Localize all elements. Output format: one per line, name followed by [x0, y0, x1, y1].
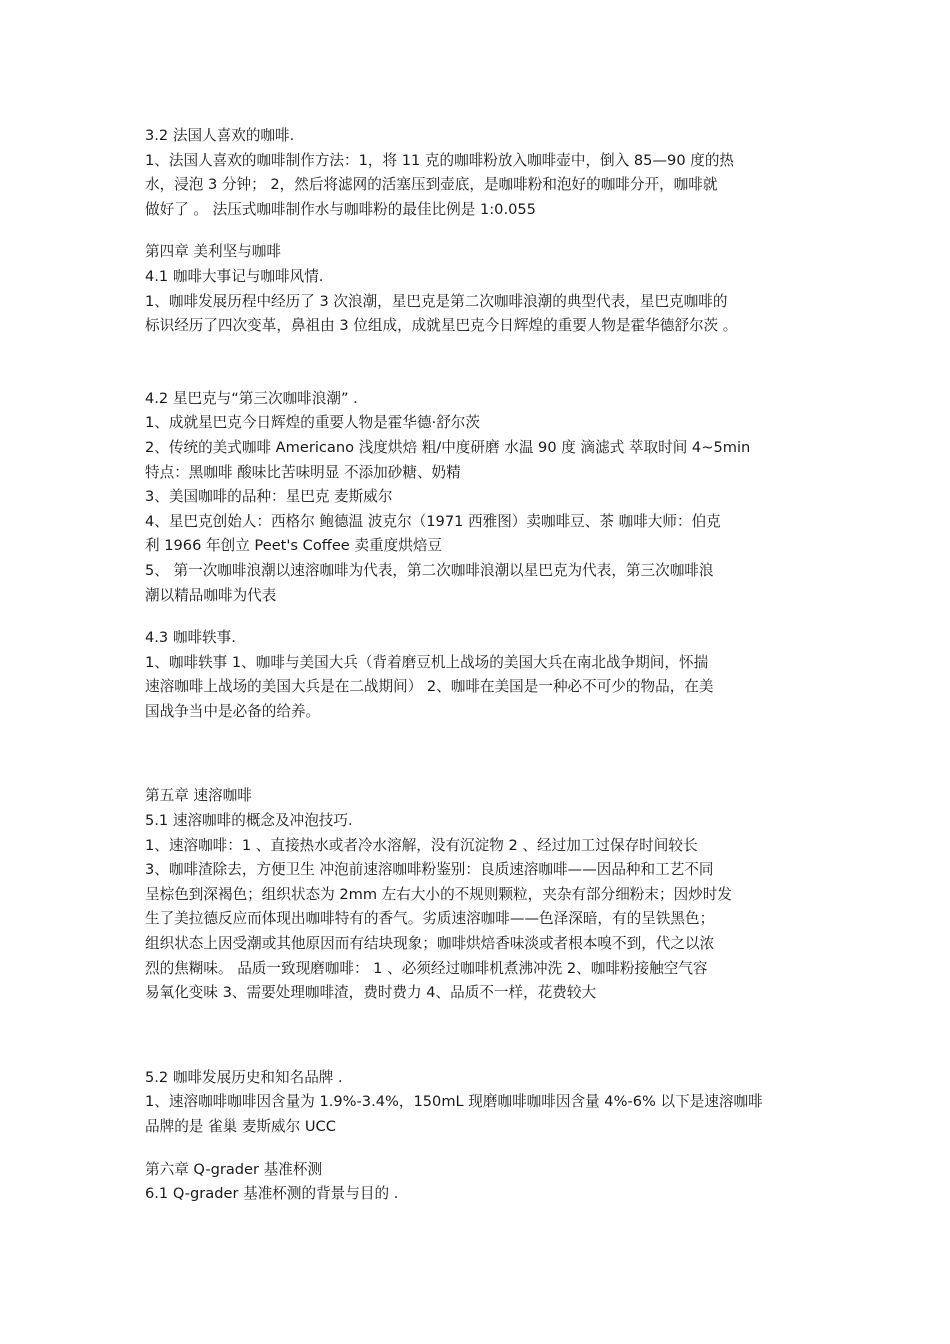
section-heading-4-2 — [145, 387, 815, 412]
text-line: 1、速溶咖啡：1 、直接热水或者冷水溶解，没有沉淀物 2 、经过加工过保存时间较长 — [145, 836, 698, 854]
text-line: 组织状态上因受潮或其他原因而有结块现象；咖啡烘焙香味淡或者根本嗅不到，代之以浓 — [145, 935, 715, 953]
text-line: 4.2 星巴克与“第三次咖啡浪潮” . — [145, 389, 358, 407]
text-line: 1、咖啡发展历程中经历了 3 次浪潮，星巴克是第二次咖啡浪潮的典型代表，星巴克咖啡的 — [145, 292, 728, 310]
text-line: 2、传统的美式咖啡 Americano 浅度烘焙 粗/中度研磨 水温 90 度 滴滤式 萃取时间 4~5min — [145, 438, 751, 456]
text-line: 潮以精品咖啡为代表 — [145, 586, 277, 604]
text-line: 1、成就星巴克今日辉煌的重要人物是霍华德·舒尔茨 — [145, 414, 480, 432]
text-line: 4.3 咖啡轶事. — [145, 629, 236, 647]
paragraph-coffee-waves — [145, 290, 815, 339]
text-line: 6.1 Q-grader 基准杯测的背景与目的 . — [145, 1185, 399, 1203]
paragraph-starbucks — [145, 411, 815, 608]
text-line: 1、速溶咖啡咖啡因含量为 1.9%-3.4%，150mL 现磨咖啡咖啡因含量 4%-6% 以下是速溶咖啡 — [145, 1093, 763, 1111]
text-line: 呈棕色到深褐色；组织状态为 2mm 左右大小的不规则颗粒，夹杂有部分细粉末；因炒时发 — [145, 885, 732, 903]
text-line: 4.1 咖啡大事记与咖啡风情. — [145, 267, 324, 285]
text-line: 生了美拉德反应而体现出咖啡特有的香气。劣质速溶咖啡——色泽深暗，有的呈铁黑色； — [145, 910, 715, 928]
text-line: 4、星巴克创始人：西格尔 鲍德温 波克尔（1971 西雅图）卖咖啡豆、茶 咖啡大师：伯克 — [145, 512, 721, 530]
section-heading-6-1 — [145, 1182, 815, 1207]
text-line: 国战争当中是必备的给养。 — [145, 702, 321, 720]
paragraph-caffeine-brands — [145, 1090, 815, 1139]
text-line: 利 1966 年创立 Peet's Coffee 卖重度烘焙豆 — [145, 537, 442, 555]
text-line: 3.2 法国人喜欢的咖啡. — [145, 127, 295, 144]
section-heading-3-2 — [145, 124, 815, 149]
text-line: 易氧化变味 3、需要处理咖啡渣，费时费力 4、品质不一样，花费较大 — [145, 984, 597, 1002]
text-line: 水，浸泡 3 分钟； 2，然后将滤网的活塞压到壶底，是咖啡粉和泡好的咖啡分开，咖啡就 — [145, 176, 718, 194]
paragraph-instant-coffee — [145, 834, 815, 1006]
text-line: 1、法国人喜欢的咖啡制作方法：1，将 11 克的咖啡粉放入咖啡壶中，倒入 85—90 度的热 — [145, 151, 735, 169]
section-heading-5-2 — [145, 1066, 815, 1091]
chapter-heading-5 — [145, 784, 815, 809]
text-line: 第五章 速溶咖啡 — [145, 787, 252, 805]
chapter-heading-4 — [145, 240, 815, 265]
section-heading-4-3 — [145, 626, 815, 651]
text-line: 5.2 咖啡发展历史和知名品牌 . — [145, 1068, 343, 1086]
chapter-heading-6 — [145, 1158, 815, 1183]
text-line: 3、咖啡渣除去，方便卫生 冲泡前速溶咖啡粉鉴别：良质速溶咖啡——因品种和工艺不同 — [145, 861, 714, 879]
text-line: 3、美国咖啡的品种：星巴克 麦斯威尔 — [145, 488, 393, 506]
section-heading-4-1 — [145, 265, 815, 290]
text-line: 标识经历了四次变革，鼻祖由 3 位组成，成就星巴克今日辉煌的重要人物是霍华德舒尔茨 。 — [145, 317, 738, 335]
document-page — [145, 124, 815, 1207]
section-heading-5-1 — [145, 809, 815, 834]
paragraph-coffee-anecdotes — [145, 651, 815, 725]
text-line: 烈的焦糊味。 品质一致现磨咖啡： 1 、必须经过咖啡机煮沸冲洗 2、咖啡粉接触空气容 — [145, 959, 708, 977]
text-line: 1、咖啡轶事 1、咖啡与美国大兵（背着磨豆机上战场的美国大兵在南北战争期间，怀揣 — [145, 653, 709, 671]
text-line: 第六章 Q-grader 基准杯测 — [145, 1160, 323, 1178]
text-line: 速溶咖啡上战场的美国大兵是在二战期间） 2、咖啡在美国是一种必不可少的物品，在美 — [145, 678, 714, 696]
paragraph-french-coffee — [145, 149, 815, 223]
text-line: 5.1 速溶咖啡的概念及冲泡技巧. — [145, 812, 353, 830]
text-line: 品牌的是 雀巢 麦斯威尔 UCC — [145, 1118, 336, 1135]
text-line: 5、 第一次咖啡浪潮以速溶咖啡为代表，第二次咖啡浪潮以星巴克为代表，第三次咖啡浪 — [145, 561, 714, 579]
text-line: 做好了 。 法压式咖啡制作水与咖啡粉的最佳比例是 1:0.055 — [145, 200, 536, 218]
text-line: 第四章 美利坚与咖啡 — [145, 243, 281, 261]
text-line: 特点：黑咖啡 酸味比苦味明显 不添加砂糖、奶精 — [145, 463, 461, 481]
